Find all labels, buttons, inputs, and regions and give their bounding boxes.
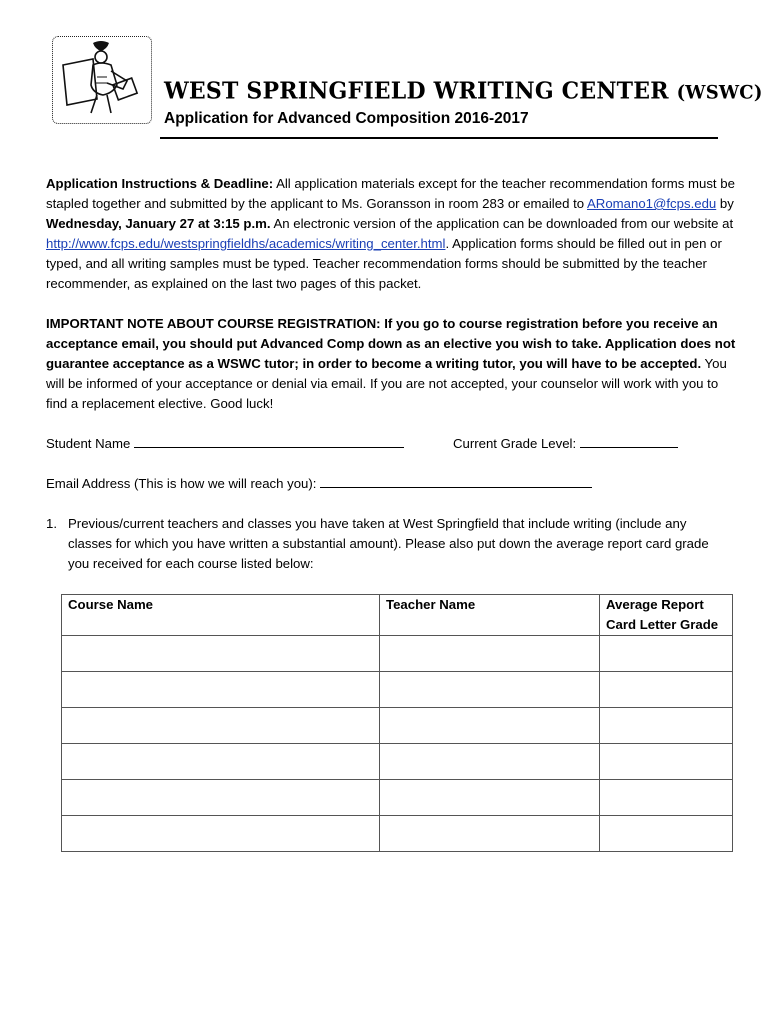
table-row (62, 816, 733, 852)
grade-cell[interactable] (600, 816, 733, 852)
student-name-label: Student Name (46, 436, 131, 451)
course-name-cell[interactable] (62, 708, 380, 744)
teacher-name-cell[interactable] (380, 780, 600, 816)
table-header-row (62, 595, 733, 636)
grade-cell[interactable] (600, 744, 733, 780)
grade-level-label: Current Grade Level: (453, 436, 577, 451)
teacher-name-cell[interactable] (380, 708, 600, 744)
grade-cell[interactable] (600, 780, 733, 816)
teacher-name-cell[interactable] (380, 744, 600, 780)
website-link[interactable]: http://www.fcps.edu/westspringfieldhs/academics/writing_center.html (46, 236, 446, 251)
spartan-warrior-logo-icon (52, 36, 152, 124)
student-name-field[interactable] (134, 435, 404, 448)
header-average-grade: Average Report Card Letter Grade (600, 595, 733, 636)
page-subtitle: Application for Advanced Composition 2016-2017 (164, 110, 529, 127)
course-name-cell[interactable] (62, 780, 380, 816)
header-course-name: Course Name (62, 595, 380, 636)
email-link[interactable]: ARomano1@fcps.edu (587, 196, 717, 211)
question-1 (46, 514, 726, 574)
title-abbreviation: (WSWC) (676, 81, 763, 104)
table-row (62, 780, 733, 816)
courses-table (61, 594, 733, 852)
page-title (164, 77, 763, 104)
email-address-row (46, 474, 592, 494)
registration-note-text: You will be informed of your acceptance or denial via email. If you are not accepted, your counselor will work with you to find a replacement elective. Good luck! (46, 356, 727, 411)
grade-level-row (453, 434, 678, 454)
grade-cell[interactable] (600, 672, 733, 708)
header-divider (160, 137, 718, 139)
header-teacher-name: Teacher Name (380, 595, 600, 636)
instructions-text-4: . Application forms should be filled out in pen or typed, and all writing samples must be typed. Teacher recommendation forms should be submitted by the teacher recommender, as explained on the last two pages of this packet. (46, 236, 722, 291)
email-address-label: Email Address (This is how we will reach you): (46, 476, 317, 491)
table-row (62, 708, 733, 744)
student-name-row (46, 434, 404, 454)
question-text: Previous/current teachers and classes you have taken at West Springfield that include writing (include any classes for which you have written a substantial amount). Please also put down the average report card grade you received for each course listed below: (68, 516, 709, 571)
instructions-text-3: An electronic version of the application can be downloaded from our website at (270, 216, 734, 231)
course-name-cell[interactable] (62, 744, 380, 780)
table-row (62, 636, 733, 672)
title-text: WEST SPRINGFIELD WRITING CENTER (164, 77, 669, 105)
instructions-heading: Application Instructions & Deadline: (46, 176, 274, 191)
course-name-cell[interactable] (62, 636, 380, 672)
teacher-name-cell[interactable] (380, 636, 600, 672)
instructions-paragraph (46, 174, 736, 294)
grade-cell[interactable] (600, 636, 733, 672)
grade-cell[interactable] (600, 708, 733, 744)
table-row (62, 744, 733, 780)
instructions-text-2: by (716, 196, 734, 211)
instructions-text-1: All application materials except for the teacher recommendation forms must be stapled together and submitted by the applicant to Ms. Goransson in room 283 or emailed to (46, 176, 735, 211)
teacher-name-cell[interactable] (380, 672, 600, 708)
deadline-text: Wednesday, January 27 at 3:15 p.m. (46, 216, 271, 231)
course-name-cell[interactable] (62, 816, 380, 852)
registration-note-paragraph (46, 314, 736, 414)
question-number: 1. (46, 516, 57, 531)
email-address-field[interactable] (320, 475, 592, 488)
teacher-name-cell[interactable] (380, 816, 600, 852)
course-name-cell[interactable] (62, 672, 380, 708)
grade-level-field[interactable] (580, 435, 678, 448)
registration-note-bold: IMPORTANT NOTE ABOUT COURSE REGISTRATION: If you go to course registration before you receive an acceptance email, you should put Advanced Comp down as an elective you wish to take. Application does not guarantee acceptance as a WSWC tutor; in order to become a writing tutor, you will have to be accepted. (46, 316, 736, 371)
table-row (62, 672, 733, 708)
